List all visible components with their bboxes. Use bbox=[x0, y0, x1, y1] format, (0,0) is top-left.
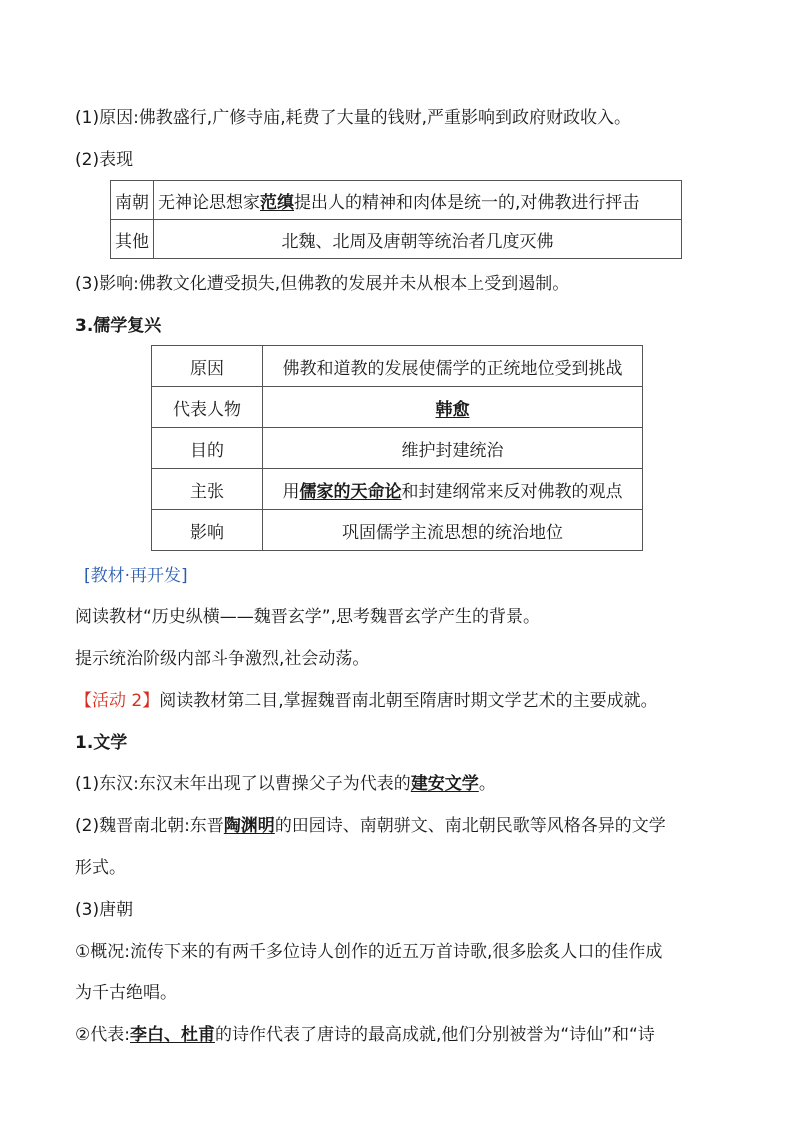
table-row bbox=[152, 346, 643, 387]
text-prefix: 无神论思想家 bbox=[158, 192, 260, 213]
impact-paragraph: (3)影响:佛教文化遭受损失,但佛教的发展并未从根本上受到遏制。 bbox=[75, 274, 570, 294]
row-label: 影响 bbox=[152, 510, 263, 551]
textbook-tag: [教材·再开发] bbox=[84, 566, 188, 586]
tang-overview-line2: 为千古绝唱。 bbox=[75, 983, 177, 1003]
row-content bbox=[263, 469, 643, 510]
tang-overview-line1: ①概况:流传下来的有两千多位诗人创作的近五万首诗歌,很多脍炙人口的佳作成 bbox=[75, 942, 663, 962]
table-row bbox=[111, 220, 682, 259]
text-suffix: 。 bbox=[478, 774, 496, 794]
text-prefix: 用 bbox=[282, 481, 300, 502]
table-row bbox=[152, 510, 643, 551]
key-term: 韩愈 bbox=[263, 387, 643, 428]
row-label: 代表人物 bbox=[152, 387, 263, 428]
text-suffix: 和封建纲常来反对佛教的观点 bbox=[401, 481, 623, 502]
han-paragraph bbox=[75, 772, 496, 796]
wei-paragraph-cont: 形式。 bbox=[75, 858, 126, 878]
textbook-question: 阅读教材“历史纵横——魏晋玄学”,思考魏晋玄学产生的背景。 bbox=[75, 607, 541, 627]
text-prefix: (1)东汉:东汉末年出现了以曹操父子为代表的 bbox=[75, 774, 411, 794]
text-suffix: 的田园诗、南朝骈文、南北朝民歌等风格各异的文学 bbox=[274, 816, 666, 836]
activity-text: 阅读教材第二目,掌握魏晋南北朝至隋唐时期文学艺术的主要成就。 bbox=[159, 691, 658, 711]
tang-representatives bbox=[75, 1023, 655, 1047]
key-term: 陶渊明 bbox=[223, 816, 275, 836]
key-term: 李白、杜甫 bbox=[129, 1025, 215, 1045]
manifest-heading: (2)表现 bbox=[75, 150, 134, 170]
text-suffix: 的诗作代表了唐诗的最高成就,他们分别被誉为“诗仙”和“诗 bbox=[214, 1025, 655, 1045]
table-row bbox=[152, 428, 643, 469]
confucian-table bbox=[151, 345, 643, 551]
textbook-hint: 提示统治阶级内部斗争激烈,社会动荡。 bbox=[75, 649, 370, 669]
row-content: 北魏、北周及唐朝等统治者几度灭佛 bbox=[154, 220, 682, 259]
table-row bbox=[111, 181, 682, 220]
manifest-table bbox=[110, 180, 682, 259]
text-suffix: 提出人的精神和肉体是统一的,对佛教进行抨击 bbox=[294, 192, 640, 213]
text-prefix: ②代表: bbox=[75, 1025, 130, 1045]
row-content: 维护封建统治 bbox=[263, 428, 643, 469]
row-label: 其他 bbox=[111, 220, 154, 259]
tang-heading: (3)唐朝 bbox=[75, 900, 134, 920]
key-term: 范缜 bbox=[260, 192, 294, 213]
table-row bbox=[152, 387, 643, 428]
row-content: 佛教和道教的发展使儒学的正统地位受到挑战 bbox=[263, 346, 643, 387]
row-label: 主张 bbox=[152, 469, 263, 510]
activity-tag: 【活动 2】 bbox=[75, 691, 160, 711]
row-label: 南朝 bbox=[111, 181, 154, 220]
row-content bbox=[154, 181, 682, 220]
table-row bbox=[152, 469, 643, 510]
literature-heading: 1.文学 bbox=[75, 733, 128, 753]
row-label: 原因 bbox=[152, 346, 263, 387]
row-label: 目的 bbox=[152, 428, 263, 469]
activity2-paragraph bbox=[75, 689, 658, 713]
text-prefix: (2)魏晋南北朝:东晋 bbox=[75, 816, 224, 836]
key-term: 儒家的天命论 bbox=[299, 481, 402, 502]
confucian-heading: 3.儒学复兴 bbox=[75, 316, 162, 336]
key-term: 建安文学 bbox=[410, 774, 479, 794]
row-content: 巩固儒学主流思想的统治地位 bbox=[263, 510, 643, 551]
cause-paragraph: (1)原因:佛教盛行,广修寺庙,耗费了大量的钱财,严重影响到政府财政收入。 bbox=[75, 108, 632, 128]
wei-paragraph bbox=[75, 814, 666, 838]
